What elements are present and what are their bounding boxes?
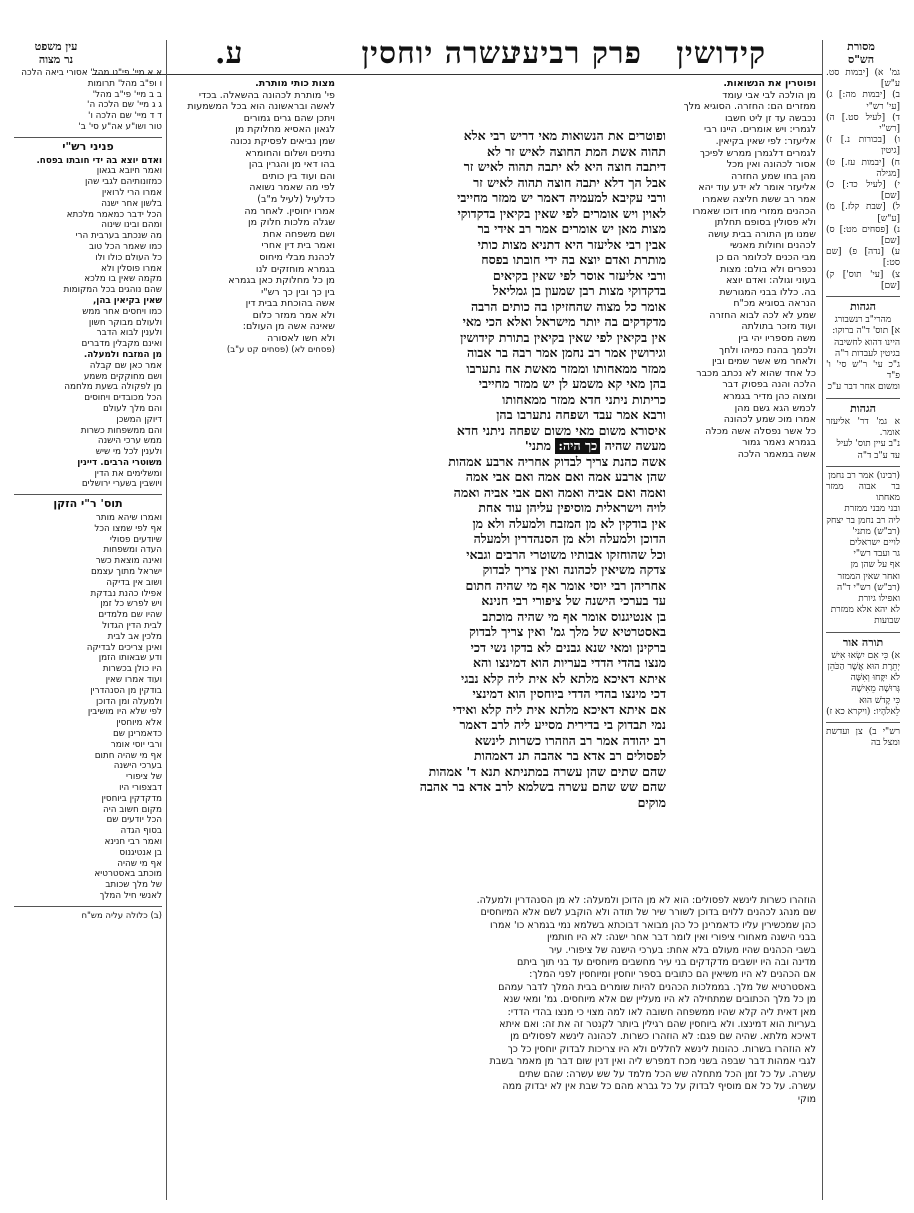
tosafot-rid-line: ואמר רבי חנינא: [104, 836, 162, 847]
gemara-line: אחריהן רבי יוסי אומר אף מי שהיה חתום: [465, 577, 666, 593]
bottom-line: עשרה. על כל אם מוסיף לבדוק על כל גברא מהם כל שבת אין לא יבדוק ממה: [502, 1081, 816, 1093]
ein-mishpat-line: ג ג מיי' שם הלכה ה': [87, 100, 162, 111]
bottom-line: מאן דאית ליה קלא שהיו ממשפחה חשובה לאו למה מצוי כי מנצו בהדי הדדי:: [507, 1006, 816, 1018]
tosafot-rid-line: בערכי הישנה: [113, 761, 162, 772]
gemara-line: מנצו בהדי הדדי בעריות הוא דמינצו והא: [472, 655, 666, 670]
side-line: ושם מחוקקים משמע: [83, 371, 162, 382]
side-line: ממש ערכי הישנה: [97, 436, 162, 447]
gemara-line: אשה כהנת צריך לבדוק אחריה ארבע אמהות: [448, 453, 666, 469]
gemara-line: דכי מינצו בהדי הדדי ביוחסין הוא דמינצי: [472, 686, 666, 701]
side-line: כמו שאמר הכל טוב: [88, 241, 162, 252]
rashi-line: אמרו יחוסין. לאחר מה: [244, 205, 335, 217]
tosafot-rid-line: היו כולן בכשרות: [102, 664, 162, 675]
folio-number: ע.: [215, 36, 243, 71]
rashi-line: שגלה מלכות חלוק מן: [248, 217, 335, 229]
gemara-line: שהן ארבע אמה ואם אמה ואם אבי אמה: [465, 469, 666, 484]
tosafot-line: אמר רב ששת חליצה שאמרו: [702, 193, 816, 205]
mesorah-line: נ) [פסחים מט:] ס) [שם]: [826, 224, 900, 247]
rashi-line: אשה בהוכחת בבית דין: [245, 298, 335, 310]
mesorah-more-line: לא יהא אלא ממזרת: [830, 605, 900, 616]
side-line: אמרו פוסלין ולא: [100, 263, 162, 274]
rashi-lead: מצות כותי מותרת.: [255, 78, 335, 89]
rashi-line: לאשה ובראשונה הוא בכל המשמעות: [187, 101, 335, 113]
mishnah-marker: מתני': [524, 438, 556, 453]
tosafot-rid-line: דבצפורי היו: [119, 783, 162, 793]
gemara-line: רב יהודה אמר רב הוזהרו כשרות לינשא: [474, 732, 666, 748]
bottom-line: מדינה ובה היו יושבים מדקדקים בני עיר מחשבים מיוחסים עד בני תוך ביתם: [516, 957, 816, 969]
side-line: ולענין לבוא הדבר: [96, 328, 162, 339]
gemara-line: לאוין ויש אומרים לפי שאין בקיאין בדקדוקי: [457, 205, 666, 221]
gemara-line: [340, 438, 666, 454]
gemara-line: עד בערכי הישנה של ציפורי רבי חנינא: [481, 593, 666, 608]
bottom-line: באסטרטיא של מלך. בממלכות הכהנים להיות שומרים בבית המלך לדבר עמהם: [498, 981, 816, 993]
rashi-line: לגאון האסיא מחלוקת מן: [235, 124, 335, 136]
rashi-column: [173, 78, 335, 838]
divider: [14, 137, 162, 138]
mesorah-line: ע) [נדה] פ) [שם סט:]: [826, 247, 900, 269]
mesorah-column: [826, 68, 900, 1188]
bottom-line: דאיכא מלתא. שהיה שם פגם: לא הוזהרו כשרות. לכהונה לינשא לפסולים מן: [510, 1031, 816, 1043]
gemara-line: ורבא אמר עבד ושפחה נתערבו בהן: [496, 407, 666, 422]
tosafot-rid-line: לבית הדין הגדול: [102, 621, 162, 632]
side-list-2: [14, 307, 162, 350]
rashi-line: לכהנת מבלי מיחוס: [259, 251, 335, 263]
rashi-list: [173, 90, 335, 345]
gemara-line: דיתבה חוצה היא לא יתבה תהוה לאיש זר: [463, 159, 666, 174]
hagahot2-line: א גמ' דר' אליעזר אומר.: [826, 416, 900, 439]
gemara-line: אין בקיאין לפי שאין בקיאין בתורת קידושין: [460, 329, 666, 345]
torah-or-list: [826, 651, 900, 718]
mesorah-list: [826, 68, 900, 292]
torah-or-line: גְּרוּשָׁה מֵאִישָׁהּ: [851, 684, 900, 695]
gemara-line: אבל הך דלא יתבה חוצה תהוה לאיש זר: [473, 174, 666, 190]
mesorah-line: ד) [לעיל סט.] ה) [רש"י: [826, 112, 900, 135]
side-lead-2: שאין בקיאין בהן,: [92, 295, 162, 306]
divider: [14, 494, 162, 495]
hagahot-list: [826, 326, 900, 393]
rashi-note: (פסחים לא) (פסחים קט ע"ב): [226, 344, 335, 355]
penini-rashi-title: פניני רש"י: [62, 139, 114, 153]
tosafot-rid-line: העדה ומשפחות: [103, 545, 162, 556]
rashi-line: שאינה אשה מן העולם:: [242, 321, 335, 333]
tosafot-rid-line: אפילו כהנת נבדקת: [90, 588, 162, 599]
bottom-line: מוקי: [797, 1093, 816, 1105]
gemara-line: אין בודקין לא מן המזבח ולמעלה ולא מן: [472, 515, 666, 531]
tosafot-lead: ופוטרין את הנשואות.: [723, 78, 816, 89]
mesorah-more-line: לויים ישראלים: [849, 537, 900, 548]
torah-or-line: א) כִּי אִם יִשְׂאוּ אִישׁ: [831, 650, 900, 661]
left-column-rule: [166, 40, 167, 1200]
rashi-line: ויתכן שהם גרים גמורים: [243, 112, 335, 124]
hagahot2-title: הגהות: [850, 401, 876, 415]
tosafot-line: ולכמך בהנח כמיהו ולחך: [718, 344, 816, 356]
mesorah-header-text: מסורת הש"ס: [847, 40, 875, 66]
rashi-line: נתינים ושלום והחומרא: [245, 147, 335, 159]
bottom-line: עשרה. על כל זמן הכל מתחלה שש הכל מלמד על שש עשרה: שהם שתים: [518, 1068, 816, 1080]
side-line: שהם נוהגים בכל המקומות: [63, 285, 162, 296]
tosafot-line: ולאחר מש אשר שמים ובין: [711, 356, 816, 368]
ein-mishpat-line: טור ושו"ע אה"ע סי' ב': [78, 121, 162, 132]
side-line: דיוקן המשכן: [116, 414, 162, 425]
tosafot-rid-line: הכל יודעים שם: [106, 815, 162, 826]
gemara-line: ורבי עקיבא למעמיה דאמר יש ממזר מחייבי: [457, 190, 666, 205]
mesorah-line: גמ' א) [יבמות סט. ע"ש]: [826, 68, 900, 90]
side-line: מקמה שאין בו מלכא: [84, 274, 162, 285]
gemara-line: מדקדקים בה יותר מישראל ואלא הכי מאי: [462, 314, 666, 329]
tosafot-rid-line: מלכין אב לבית: [107, 631, 162, 642]
left-margin-column: [14, 68, 162, 1198]
mesorah-line: ח) [יבמות עז.] ט) [מגילה: [826, 157, 900, 179]
header-rule: [92, 74, 822, 75]
hagahot-line: ג"כ עי' ר"ש סי' ו' פ"ד: [826, 360, 900, 382]
mesorah-more-line: ובני מבני ממזרת: [844, 504, 900, 515]
tosafot-line: ומצוה כהן מדיר בגמרא: [722, 391, 816, 403]
torah-or-title: תורה אור: [842, 635, 884, 649]
tosafot-line: לגמרי: ויש אומרים. היינו רבי: [703, 124, 816, 136]
mesorah-more-line: ליה רב נחמן בר יצחק: [826, 515, 900, 526]
tosafot-rid-line: מדקדקין ביוחסין: [101, 793, 162, 804]
side-lead-1: ואדם יוצא בה ידי חובתו בפסח.: [36, 155, 162, 166]
gemara-line: ממזר ממאחותו וממזר מאשת אח נתערבו: [466, 360, 666, 376]
gemara-line: ברקינן ומאי שנא גבנים לא בדקו נשי דכי: [470, 639, 666, 655]
side-line: הכל ידבר כמאמר מלכתא: [66, 209, 162, 220]
hagahot2-line: עד ע"ב ד"ה: [857, 450, 900, 461]
side-lead-4: משוטרי הרבים. דיינין: [77, 457, 162, 468]
tosafot-rid-line: ורבי יוסי אומר: [110, 739, 162, 750]
ein-mishpat-line: ד ד מיי' שם הלכה ו': [88, 111, 162, 122]
tosafot-rid-line: ישראל מתוך עצמם: [90, 567, 162, 578]
tosafot-rid-line: ואינה מוצאת כשר: [95, 556, 162, 567]
gemara-line: לפסולים רב אדא בר אהבה תנ דאמהות: [474, 748, 666, 763]
side-line: והם ממשפחות כשרות: [80, 425, 162, 436]
hagahot-line: היינו דהוא לחשיבה: [834, 337, 900, 348]
mesorah-header-label: [824, 40, 898, 66]
bottom-line: בשבי הכהנים שהיו מעולם בלא אחת: בערכי הישנה של ציפורי. עיר: [548, 944, 816, 956]
ein-mishpat-header-text: עין משפט נר מצוה: [34, 40, 78, 66]
rashi-line: מן כל מחלוקת כאן בגמרא: [228, 275, 335, 287]
rashi-line: לפי מה שאמר נשואה: [249, 182, 335, 194]
tosafot-rid-line: מוכתב באסטרטיא: [94, 869, 162, 880]
gemara-line: שהם שתים שהן עשרה במתניתא תנא ד' אמהות: [428, 763, 666, 779]
side-footer: (ב) כלולה עליה מש"ח: [81, 910, 162, 921]
chapter-name: עשרה יוחסין: [361, 36, 519, 71]
tosafot-rid-line: ועוד אמרו שאין: [105, 675, 162, 686]
tosafot-rid-line: כדאמרינן שם: [112, 729, 162, 740]
mesorah-more-line: בר אבוה ממזר מאחתו: [826, 481, 900, 504]
tosafot-line: ועוד מזכר בתולתה: [741, 321, 816, 333]
gemara-line: ופוטרים את הנשואות מאי דריש רבי אלא: [463, 128, 666, 143]
tosafot-line: מהן בחו שמע החזרה: [731, 170, 816, 182]
tosafot-line: שמנו מן התורה בבית עושה: [707, 228, 816, 240]
tosafot-line: לכהנים וחולות מאנשי: [730, 240, 816, 252]
torah-or-line: לֹא יִקָּחוּ וְאִשָּׁה: [850, 673, 900, 684]
side-list-1: [14, 166, 162, 296]
mesorah-more-line: ואפילו גיורת: [858, 593, 900, 604]
tosafot-rid-line: ודע שבאותו הזמן: [98, 653, 162, 664]
gemara-line: אם איתא דאיכא מלתא אית ליה קלא ואידי: [452, 701, 666, 717]
gemara-line: מותרת ואדם יוצא בה ידי חובתו בפסח: [481, 252, 666, 267]
tosafot-line: הנראה בסוגיא מכ"ח: [733, 298, 816, 310]
tosafot-rid-line: לפי שלא היו מושיבין: [87, 707, 162, 718]
divider: [826, 722, 900, 723]
tosafot-rid-line: ואינן צריכים לבדיקה: [86, 642, 162, 653]
tosafot-column: [668, 78, 816, 838]
gemara-line: באסטרטיא של מלך גמ' ואין צריך לבדוק: [469, 624, 666, 639]
bottom-line: הוזהרו כשרות לינשא לפסולים: הוא לא מן הדוכן ולמעלה: לא מן הסנהדרין ולמעלה.: [476, 895, 816, 906]
tosafot-rid-line: אף לפי שמצו הכל: [94, 523, 162, 534]
tosafot-line: הכהנים ממזרי מחו דוכו שאמרו: [692, 205, 816, 217]
side-line: מן לפקולה בשעת מלחמה: [64, 382, 162, 393]
tosafot-line: הלכה והנה בפסוק דבר: [722, 379, 816, 391]
bottom-line: בבני הישנה מאחורי ציפורי ואין לומר דבר אחר ישנה: לא היו חותמין: [546, 932, 816, 944]
rashi-line: בהו דאי מן והגרין בהן: [248, 159, 335, 171]
mesorah-line: ו) [בכורות נ.] ז) [גיטין: [826, 135, 900, 157]
tosafot-line: בה. כללו בבני המגורשת: [719, 286, 816, 298]
tosafot-rid-line: מקום חשוב היה: [103, 804, 162, 815]
bottom-line: אם הכהנים לא היו משיאין הם כתובים בספר יוחסין ומיוחסין לפני המלך:: [529, 969, 816, 981]
gemara-line: ואמה ואם אביה ואמה ואם אבי אביה ואמה: [453, 484, 666, 500]
tosafot-line: משה מספריו יהי בין: [738, 333, 816, 345]
rashi-line: ושם משפחה אחת: [263, 228, 335, 240]
tosafot-line: לגמרים דלגמרן ממרש לפיכך: [699, 147, 816, 159]
mesorah-more-line: שבועות: [874, 616, 900, 627]
ein-mishpat-line: ו ופ"ב מהל' תרומות: [87, 78, 162, 89]
divider: [826, 632, 900, 633]
side-line: ולעולם מבוקר חשון: [88, 317, 162, 328]
side-line: ואמר חיובא בגאון: [96, 166, 162, 177]
side-line: ויושבין בשערי ירושלים: [81, 479, 162, 490]
boxed-word: כך היה:: [555, 438, 600, 454]
torah-or-footer: רש"י ב) צן ועדשת ומצל בה: [826, 726, 900, 749]
tosafot-list: [668, 90, 816, 461]
hagahot-line: א] תוס' ד"ה ברוקו:: [832, 326, 900, 337]
tosafot-line: בעוני וגולה: ואדם יוצא: [725, 275, 816, 287]
tosafot-rid-line: אף מי שהיה: [117, 858, 162, 869]
tosafot-rid-line: ויש לפרש כל זמן: [100, 599, 162, 610]
bottom-line: כהן שמכשירין עליו כדאמרינן כל כהן מבואר דבוכתא בשלמא נמי בגמרא כו' אמרו: [489, 919, 816, 931]
side-line: הכל מכובדים ויחוסים: [84, 393, 162, 404]
side-list-4: [14, 469, 162, 491]
side-line: ולענין לכל מי שיש: [95, 447, 162, 458]
tosafot-line: אליעזר אומר לא ידע עוד יהא: [698, 182, 816, 194]
tosafot-rid-line: של ציפורי: [125, 772, 162, 783]
gemara-line: ורבי אליעזר אוסר לפי שאין בקיאים: [492, 267, 666, 283]
gemara-list: [340, 128, 666, 810]
tosafot-rid-list: [14, 513, 162, 902]
tosafot-rid-line: לאנשי חיל המלך: [99, 890, 162, 901]
gemara-line: צדקה משיאין לכהונה ואין צריך לבדוק: [482, 562, 666, 577]
hagahot2-list: [826, 417, 900, 462]
tosafot-rid-line: בסוף הגדה: [120, 826, 162, 837]
tosafot-rid-line: של מלך שכותב: [105, 880, 162, 891]
torah-or-line: לֵאלֹהָיו: (ויקרא כא ז): [826, 706, 900, 717]
mesorah-more-line: (רב"ש) רש"י ד"ה: [837, 582, 900, 593]
torah-or-line: יְתֵרֶת הוּא אֲשֶׁר הַכֹּהֵן: [827, 661, 900, 672]
rashi-line: ואמר בית דין אחרי: [261, 240, 335, 252]
rashi-line: פי' מותרת לכהונה בהשאלה. בכדי: [198, 89, 335, 101]
tosafot-rid-line: ואמרו שיהא מותר: [95, 513, 162, 524]
tosafot-line: כל אחד שהוא לא נכתב מכבר: [696, 367, 816, 379]
side-line: בלשון אחר ישנה: [101, 198, 162, 209]
gemara-line: תהוה אשת המת החוצה לאיש זר לא: [486, 143, 666, 159]
gemara-line-text: מעשה שהיה: [600, 438, 666, 453]
side-line: ומשלימים את הדין: [94, 468, 162, 479]
tosafot-line: אשה במאמר הלכה: [737, 449, 816, 460]
chapter-number: פרק רביעי: [513, 36, 642, 71]
bottom-line: לגבי אמהות דבר שבפה בשני מכח דמפרש ליה ואין דנין שום דבר מן מאמר בשבת: [489, 1056, 816, 1068]
mesorah-more-line: גר ועבד רש"י: [853, 549, 900, 560]
mesorah-line: ל) [שבת קלז.] מ) [ע"ש]: [826, 202, 900, 224]
side-line: ומהם ובינו שינוה: [101, 220, 162, 231]
mesorah-more-line: אף על שהן מן: [850, 560, 900, 571]
ein-mishpat-list: [14, 68, 162, 133]
tosafot-line: שמע לא לכה לבוא החזרה: [709, 309, 816, 321]
tosafot-rid-line: אלא מיוחסין: [116, 718, 162, 729]
side-line: אמרו הרי לרואין: [101, 187, 162, 198]
side-line: כמזונותיהם לגבי שהן: [85, 177, 162, 188]
tractate-name: קידושין: [676, 36, 766, 71]
tosafot-line: נכפרים ולא בולם: מצות: [720, 263, 816, 275]
divider: [14, 906, 162, 907]
rashi-line: ולא חשו לאסורה: [267, 333, 335, 345]
bottom-commentary: [173, 895, 816, 1195]
tosafot-line: אליעזר: לפי שאין בקיאין.: [715, 135, 816, 147]
tosafot-line: ממזרים הם: החזרה. הסוגיא מלך: [683, 101, 816, 113]
side-line: אמר כאן שם קבלה: [89, 360, 162, 371]
tosafot-line: כל אשר נפסלה אשה מכלה: [705, 425, 816, 437]
gemara-line: בדקדוקי מצות רבן שמעון בן גמליאל: [492, 283, 666, 298]
tosafot-rid-line: שהיו שם מלמדים: [98, 610, 162, 621]
side-lead-3: מן המזבח ולמעלה.: [83, 349, 162, 360]
torah-or-line: כִּי קָדֹשׁ הוּא: [859, 695, 900, 706]
hagahot-line: ומשום אחר דבר ע"כ: [827, 382, 900, 393]
gemara-line: וכל שהוחזקו אבותיו משוטרי הרבים וגבאי: [466, 546, 666, 562]
ein-mishpat-line: ב ב מיי' פי"ב מהל': [92, 89, 162, 100]
gemara-line: מצות מאן יש אומרים אמר רב אידי בר: [477, 221, 666, 236]
tosafot-rid-title: תוס' ר"י הזקן: [53, 497, 123, 511]
gemara-line: בן אנטיגנוס אומר אף מי שהיה מוכתב: [482, 608, 666, 624]
side-line: מה שנכתב בערבית הרי: [75, 231, 162, 242]
hagahot-title: הגהות: [850, 300, 876, 314]
gemara-line: נמי תבדוק בי בדירית מסייע ליה לרב דאמר: [459, 717, 666, 732]
rashi-line: כדלעיל (לעיל מ"ב): [257, 193, 335, 205]
side-list-3: [14, 361, 162, 458]
gemara-line: איסורא משום מאי משום שפחה ניתני חדא: [456, 422, 666, 438]
rashi-line: בין כך ובין כך רש"י: [261, 286, 335, 298]
right-column-rule: [822, 40, 823, 1200]
gemara-column: [340, 128, 666, 890]
mesorah-line: י) [לעיל כד:] כ) [שם]: [826, 180, 900, 202]
mesorah-more-line: (רבינו) אמר רב נחמן: [828, 470, 900, 481]
rashi-line: ולא אמר ממזר כלום: [252, 309, 335, 321]
bottom-list: [173, 895, 816, 1106]
tosafot-rid-line: ולמעלה ומן הדוכן: [96, 696, 162, 707]
gemara-line: הדוכן ולמעלה ולא מן הסנהדרין ולמעלה: [473, 531, 666, 546]
mesorah-line: צ) [עי' תוס'] ק) [שם]: [826, 269, 900, 291]
gemara-line: וגירושין אמר רב נחמן אמר רבה בר אבוה: [466, 345, 666, 360]
side-line: ואינם מקבלין מדברים: [81, 339, 162, 350]
ein-mishpat-header-label: [16, 40, 96, 66]
tosafot-rid-line: שיודעים פסולי: [109, 534, 162, 545]
rashi-line: בגמרא מוחזקים לנו: [255, 263, 335, 275]
ein-mishpat-line: א א מיי' פי"ט מהל' אסורי ביאה הלכה: [21, 68, 162, 78]
tosafot-line: נכבשה עד זן ליט חשבו: [724, 112, 816, 124]
gemara-line: אבין רבי אליעזר היא דתניא מצות כותי: [477, 236, 666, 252]
divider: [826, 466, 900, 467]
gemara-line: שהם שש שהם עשרה בשלמא לרב אדא בר אהבה: [419, 779, 666, 794]
hagahot2-line: נ"ב עיין תוס' לעיל: [836, 439, 900, 450]
hagahot-line: בגיטין לעבדות ר"ה: [835, 348, 900, 359]
tosafot-line: מבי הכנים לכלומר הם כן: [716, 251, 816, 263]
tosafot-line: בגמרא נאמר גמור: [742, 437, 816, 449]
tosafot-rid-line: אף מי שהיה חתום: [94, 750, 162, 761]
gemara-line: אומר כל מצוה שהחזיקו בה כותים הרבה: [470, 298, 666, 314]
tosafot-rid-line: בודקין מן הסנהדרין: [90, 685, 162, 696]
gemara-line: כריתות ניתני חדא ממזר ממאחותו: [502, 391, 666, 407]
tosafot-line: מן הולכה לבי אבי עומד: [722, 89, 816, 101]
gemara-line: בהן מאי קא משמע לן יש ממזר מחייבי: [478, 376, 666, 391]
rashi-line: שמן נביאים לפסיקת נכונה: [229, 135, 335, 147]
hagahot-subtitle: מהרי"ב רנשבורג: [834, 315, 892, 326]
divider: [826, 296, 900, 297]
gemara-line: לויה וישראלית מוסיפין עליהן עוד אחת: [478, 500, 666, 515]
mesorah-more-list: [826, 471, 900, 628]
gemara-line: איתא דאיכא מלתא לא אית ליה קלא נבגי: [461, 670, 666, 686]
side-line: כמו ויחסים אחר ממש: [82, 306, 162, 317]
divider: [826, 398, 900, 399]
bottom-line: בעריות הוא דמינצו. ולא ביוחסין שהם רגילין ביותר לקנטר זה את זה: ואם איתא: [499, 1019, 816, 1031]
tosafot-rid-line: ושוב אין בדיקה: [106, 577, 162, 588]
tosafot-line: ולא פסולין בסופם תחלתן: [714, 217, 816, 229]
mesorah-more-line: (רב"ש) מתני': [852, 526, 900, 537]
rashi-line: והם ועוד בין כותים: [262, 170, 335, 182]
tosafot-rid-line: בן אנטיגנוס: [119, 847, 162, 858]
gemara-line: מוקים: [637, 794, 666, 810]
tosafot-line: אמרו מוכ שמע לכהונה: [723, 414, 816, 426]
mesorah-line: ב) [יבמות מה:] ג) [עי' רש"י: [826, 90, 900, 112]
mesorah-more-line: ואחר שאין הממזר: [837, 571, 900, 582]
bottom-line: מן כל מלך הכתובים שמתחילה לא היו מעליין שם אלא מיוחסים. גמ' ומאי שנא: [503, 994, 816, 1006]
bottom-line: לא הוזהרו בשרות. כהונות לינשא לחללים ולא היו צריכות לבדוק יוחסין כל כך: [507, 1043, 816, 1055]
tosafot-line: אסור לכהונה ואין מכל: [726, 159, 816, 171]
side-line: כל העולם כולו ולו: [95, 252, 162, 263]
side-line: והם מלך לעולם: [102, 403, 162, 414]
bottom-line: שם מנהג לכהנים ללוים בדוכן לשורר שיר של תודה ולא הוקבע לשם אלא המיוחסים: [480, 907, 816, 919]
tosafot-line: לכמש הגא גשם מהן: [734, 402, 816, 414]
